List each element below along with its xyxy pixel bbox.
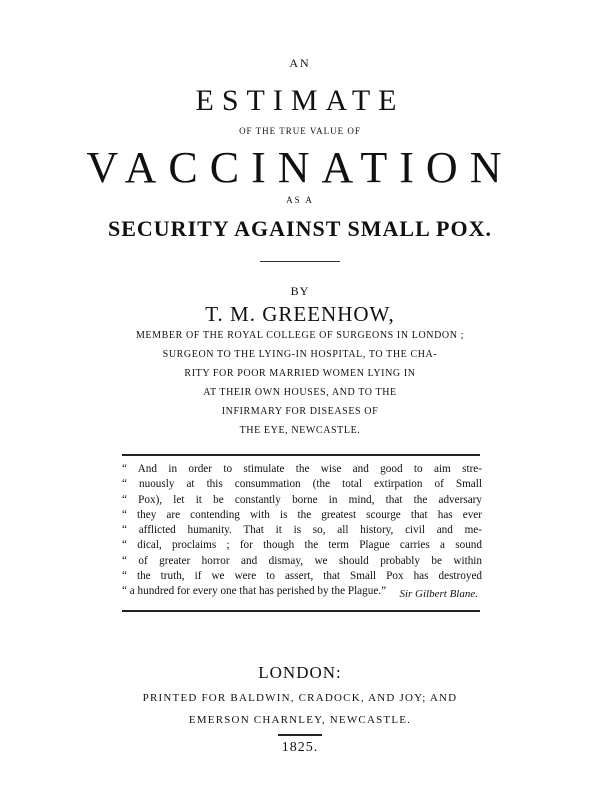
epigraph-quote — [122, 462, 482, 600]
title-an: AN — [289, 56, 311, 70]
title-vaccination: VACCINATION — [86, 143, 514, 192]
author-credential-line: INFIRMARY FOR DISEASES OF — [221, 406, 379, 417]
divider-rule — [260, 261, 340, 262]
epigraph-line: “ nuously at this consummation (the total extirpation of Small — [122, 478, 482, 491]
date-rule — [278, 734, 322, 736]
author-credential-line: THE EYE, NEWCASTLE. — [239, 425, 361, 436]
epigraph-attribution: Sir Gilbert Blane. — [399, 588, 478, 600]
epigraph-line: “ dical, proclaims ; for though the term Plague carries a sound — [122, 539, 482, 552]
title-estimate: ESTIMATE — [195, 84, 405, 117]
author-credential-line: RITY FOR POOR MARRIED WOMEN LYING IN — [184, 368, 416, 379]
epigraph-top-rule — [122, 454, 480, 456]
epigraph-line: “ the truth, if we were to assert, that Small Pox has destroyed — [122, 570, 482, 583]
title-of-true-value: OF THE TRUE VALUE OF — [239, 126, 361, 136]
imprint-printed-line: EMERSON CHARNLEY, NEWCASTLE. — [188, 714, 412, 726]
epigraph-line: “ a hundred for every one that has perished by the Plague.” — [122, 585, 387, 598]
imprint-city: LONDON: — [258, 663, 342, 682]
author-credential-line: MEMBER OF THE ROYAL COLLEGE OF SURGEONS IN LONDON ; — [135, 330, 465, 341]
epigraph-line: “ Pox), let it be constantly borne in mind, that the adversary — [122, 493, 482, 506]
epigraph-line: “ afflicted humanity. That it is so, all history, civil and me- — [122, 524, 482, 537]
epigraph-bottom-rule — [122, 610, 480, 612]
epigraph-line: “ And in order to stimulate the wise and good to aim stre- — [122, 463, 482, 475]
epigraph-line: “ they are contending with is the greatest scourge that has ever — [122, 508, 482, 521]
author-credential-line: AT THEIR OWN HOUSES, AND TO THE — [203, 387, 397, 398]
author-name: T. M. GREENHOW, — [205, 302, 395, 326]
author-by: BY — [290, 284, 310, 298]
imprint-year: 1825. — [281, 740, 319, 755]
author-credential-line: SURGEON TO THE LYING-IN HOSPITAL, TO THE CHA- — [162, 349, 438, 360]
title-security: SECURITY AGAINST SMALL POX. — [108, 216, 492, 241]
imprint-printed-line: PRINTED FOR BALDWIN, CRADOCK, AND JOY; AND — [142, 692, 458, 704]
epigraph-line: “ of greater horror and dismay, we should probably be within — [122, 554, 482, 567]
title-as-a: AS A — [286, 195, 314, 205]
